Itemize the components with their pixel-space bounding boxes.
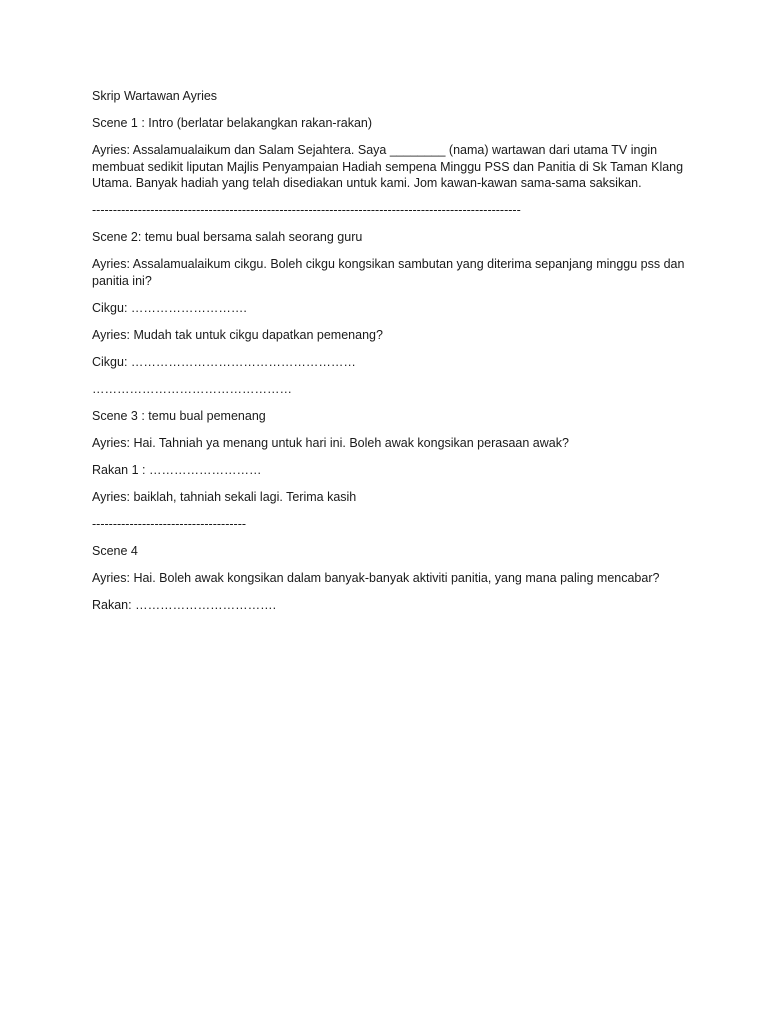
scene-3-closing: Ayries: baiklah, tahniah sekali lagi. Terima kasih xyxy=(92,489,357,504)
scene-2-heading: Scene 2: temu bual bersama salah seorang guru xyxy=(92,230,363,244)
scene-2-answer-2: Cikgu: ……………………………………………… xyxy=(92,354,356,369)
scene-1-heading: Scene 1 : Intro (berlatar belakangkan rakan-rakan) xyxy=(92,116,373,130)
scene-4-heading: Scene 4 xyxy=(92,543,138,558)
scene-2-question-1: Ayries: Assalamualaikum cikgu. Boleh cikgu kongsikan sambutan yang diterima sepanjang minggu pss dan panitia ini? xyxy=(92,257,685,288)
scene-2-question-2: Ayries: Mudah tak untuk cikgu dapatkan pemenang? xyxy=(92,327,383,342)
document-title: Skrip Wartawan Ayries xyxy=(92,89,218,103)
separator-line: ------------------------------------- xyxy=(92,516,247,531)
separator-line: ------------------------------------------------------------------------------------------------------- xyxy=(92,203,521,217)
scene-2-answer-1: Cikgu: ………………………. xyxy=(92,300,247,315)
scene-4-question: Ayries: Hai. Boleh awak kongsikan dalam banyak-banyak aktiviti panitia, yang mana paling mencabar? xyxy=(92,570,660,585)
document-body xyxy=(92,88,692,624)
scene-1-intro-line: Ayries: Assalamualaikum dan Salam Sejahtera. Saya ________ (nama) wartawan dari utama TV ingin membuat sedikit liputan Majlis Penyampaian Hadiah sempena Minggu PSS dan Panitia di Sk Taman Klang Utama. Banyak hadiah yang telah disediakan untuk kami. Jom kawan-kawan sama-sama saksikan. xyxy=(92,143,684,190)
scene-4-answer: Rakan: ……………………………. xyxy=(92,597,277,612)
scene-3-heading: Scene 3 : temu bual pemenang xyxy=(92,408,266,423)
scene-3-answer: Rakan 1 : ……………………… xyxy=(92,462,262,477)
scene-3-question: Ayries: Hai. Tahniah ya menang untuk hari ini. Boleh awak kongsikan perasaan awak? xyxy=(92,435,569,450)
scene-2-answer-continued: ………………………………………… xyxy=(92,381,292,396)
